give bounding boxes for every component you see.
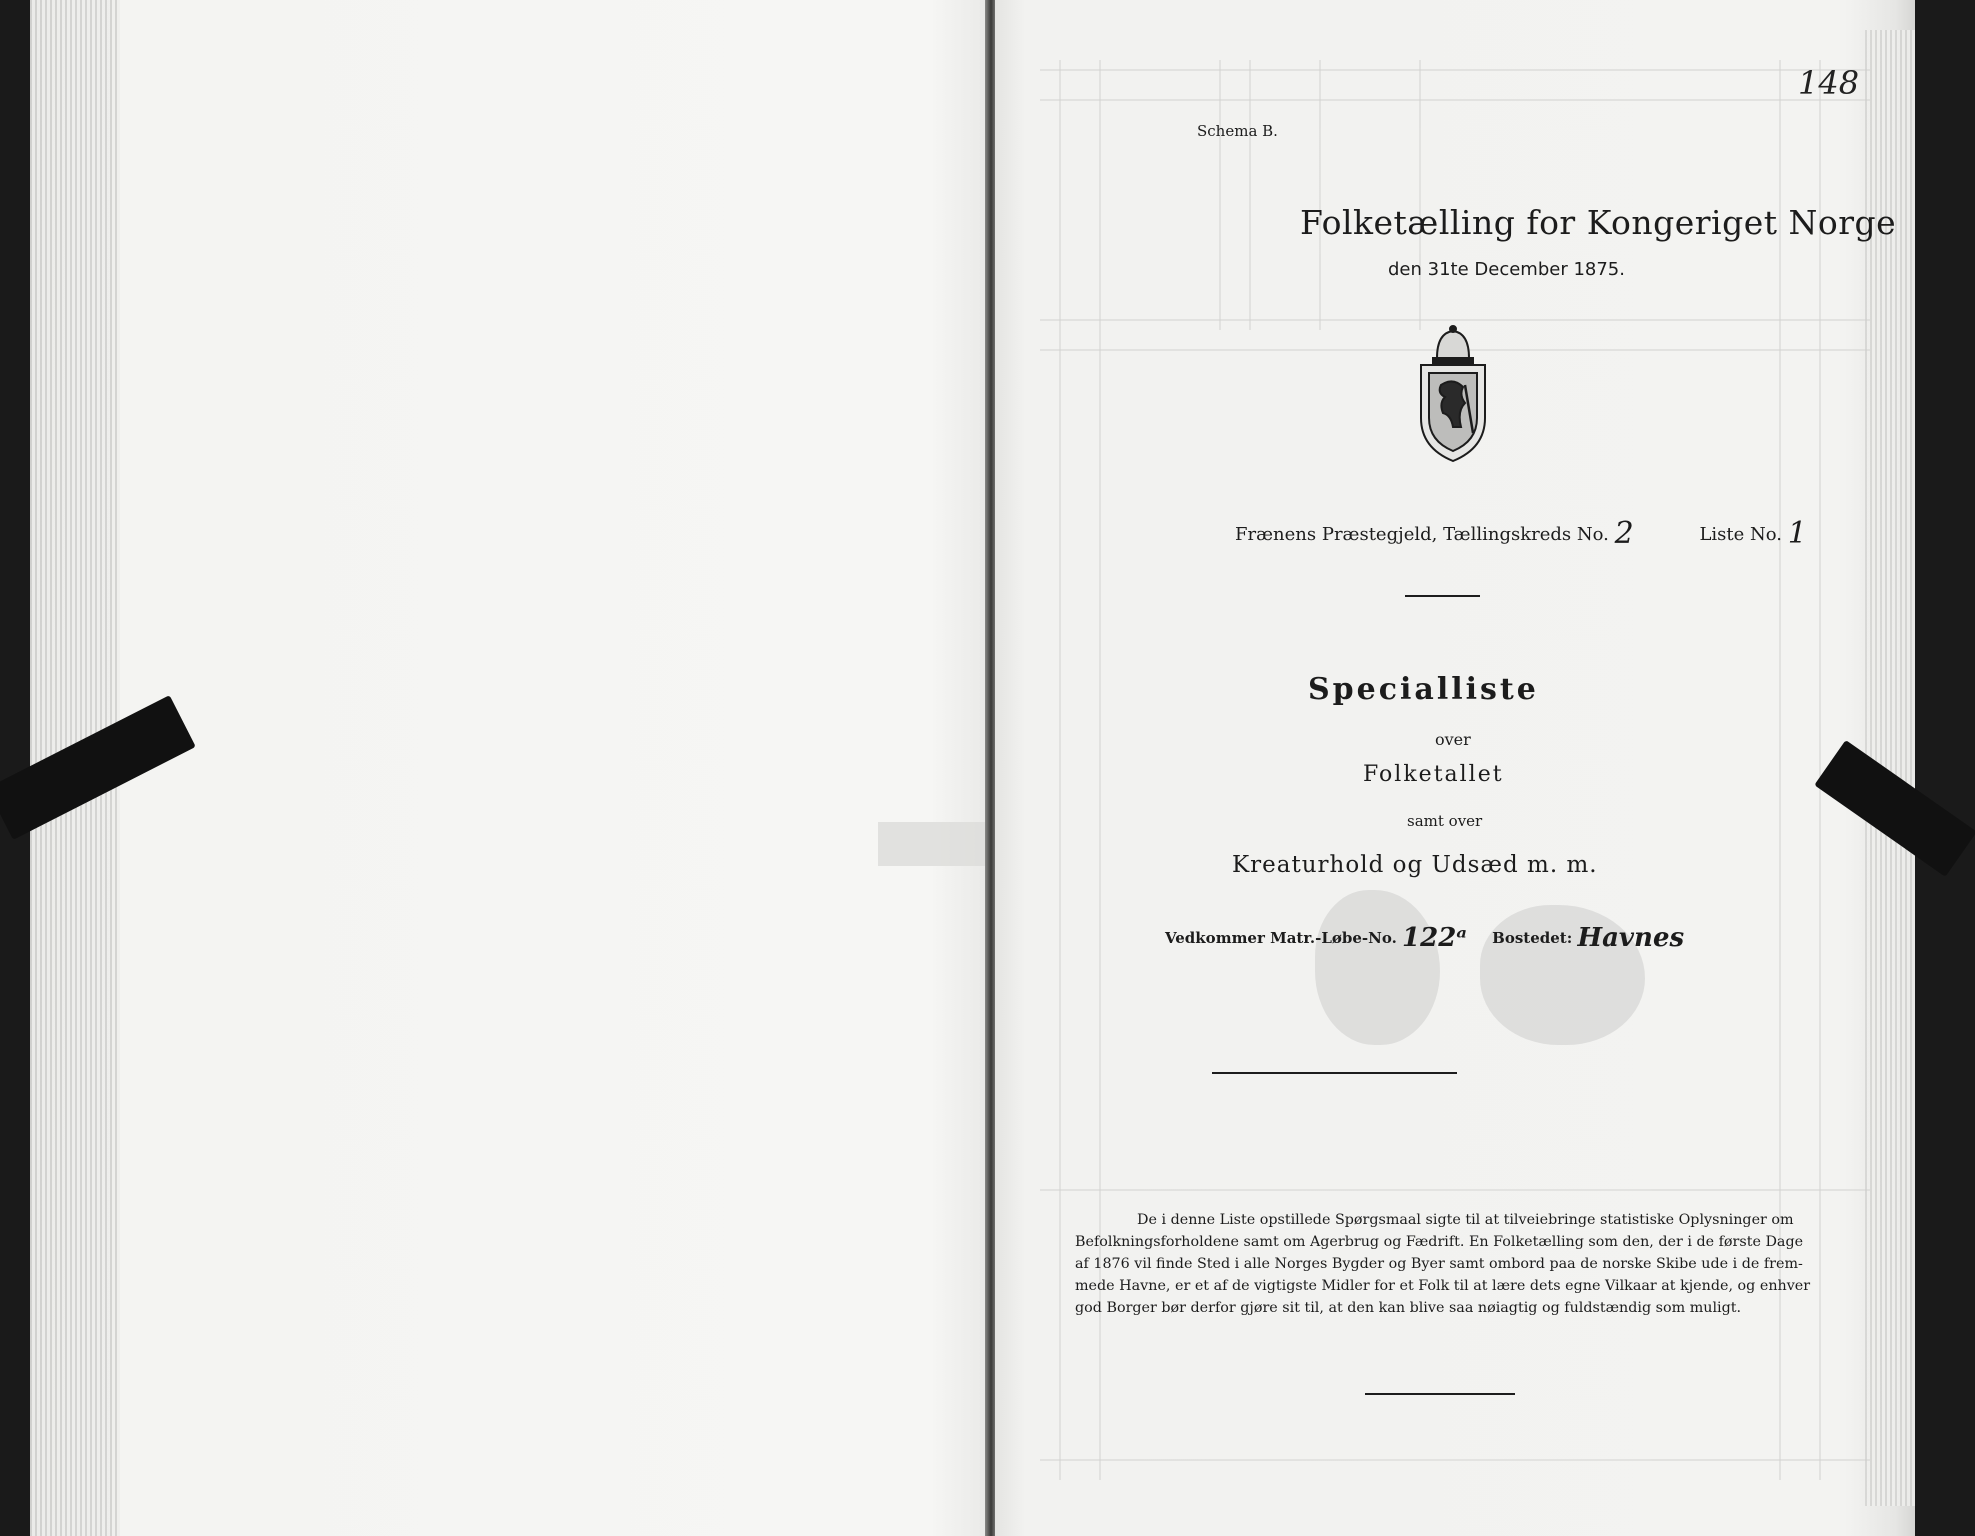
divider-rule — [1405, 595, 1480, 597]
paragraph-line: god Borger bør derfor gjøre sit til, at den kan blive saa nøiagtig og fuldstændig som muligt. — [1075, 1300, 1742, 1316]
district-number: 2 — [1614, 516, 1634, 551]
document-title: Folketælling for Kongeriget Norge — [1300, 203, 1897, 242]
schema-label: Schema B. — [1197, 122, 1278, 140]
specialliste-heading: Specialliste — [1308, 672, 1539, 707]
paragraph-line: mede Havne, er et af de vigtigste Midler for et Folk til at lære dets egne Vilkaar at kjende, og enhver — [1075, 1278, 1811, 1294]
paragraph-line: De i denne Liste opstillede Spørgsmaal sigte til at tilveiebringe statistiske Oplysninger om — [1137, 1212, 1794, 1228]
parish-name: Frænens — [1235, 524, 1317, 545]
coat-of-arms-icon — [1407, 323, 1499, 463]
paragraph-line: Befolkningsforholdene samt om Agerbrug og Fædrift. En Folketælling som den, der i de første Dage — [1075, 1234, 1804, 1250]
matr-number: 122ᵃ — [1402, 923, 1467, 953]
divider-rule — [1212, 1072, 1457, 1074]
district-line — [1235, 513, 1807, 551]
divider-rule — [1365, 1393, 1515, 1395]
matr-line — [1165, 920, 1685, 953]
list-label: Liste No. — [1699, 524, 1782, 545]
left-page — [30, 0, 990, 1536]
bosted-label: Bostedet: — [1492, 929, 1573, 947]
paragraph-line: af 1876 vil finde Sted i alle Norges Bygder og Byer samt ombord paa de norske Skibe ude i de frem- — [1075, 1256, 1803, 1272]
folketallet-heading: Folketallet — [1363, 762, 1504, 787]
census-date: den 31te December 1875. — [1388, 259, 1625, 280]
matr-label: Vedkommer Matr.-Løbe-No. — [1165, 929, 1397, 947]
samt-over-label: samt over — [1407, 812, 1483, 830]
list-number: 1 — [1787, 516, 1807, 551]
kreaturhold-heading: Kreaturhold og Udsæd m. m. — [1232, 852, 1598, 878]
tape-strip — [878, 822, 988, 866]
explanatory-paragraph — [1075, 1209, 1811, 1319]
page-number: 148 — [1798, 64, 1860, 102]
parish-label: Præstegjeld, — [1321, 524, 1438, 545]
district-label: Tællingskreds No. — [1443, 524, 1609, 545]
over-label: over — [1435, 730, 1471, 749]
bosted-value: Havnes — [1577, 923, 1685, 953]
